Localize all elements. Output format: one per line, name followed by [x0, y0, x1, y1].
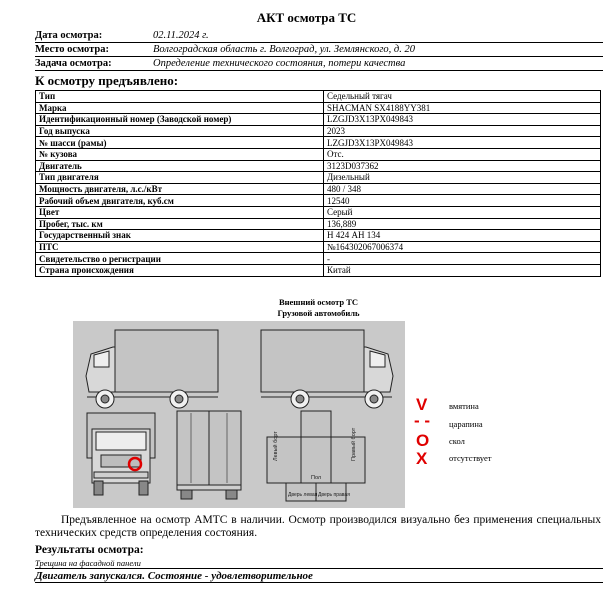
table-row: [36, 125, 601, 137]
results-heading: Результаты осмотра:: [35, 544, 144, 556]
hub-rear-left: [175, 395, 183, 403]
spec-value: 480 / 348: [324, 183, 601, 195]
table-row: [36, 195, 601, 207]
meta-label: Дата осмотра:: [35, 30, 103, 41]
hub-rear-right: [296, 395, 304, 403]
meta-label: Место осмотра:: [35, 44, 110, 55]
document-title: АКТ осмотра ТС: [256, 10, 357, 25]
inspection-note: Предъявленное на осмотр АМТС в наличии. Осмотр производился визуально без применения специальных технических средств определения состояния.: [35, 514, 601, 539]
plan-right-side: [331, 437, 365, 483]
meta-value: Волгоградская область г. Волгоград, ул. Землянского, д. 20: [153, 44, 415, 55]
rear-bumper: [177, 485, 241, 490]
spec-label: ПТС: [36, 241, 324, 253]
legend-scratch-symbol: - -: [414, 411, 431, 430]
meta-row-date: [35, 29, 603, 43]
spec-label: Марка: [36, 102, 324, 114]
spec-label: Рабочий объем двигателя, куб.см: [36, 195, 324, 207]
spec-value: Китай: [324, 264, 601, 276]
meta-row-place: [35, 43, 603, 57]
table-row: [36, 102, 601, 114]
spec-label: Тип: [36, 91, 324, 103]
hub-front-right: [370, 395, 378, 403]
result-line-2: Двигатель запускался. Состояние - удовлетворительное: [35, 570, 603, 583]
spec-value: 12540: [324, 195, 601, 207]
table-row: [36, 172, 601, 184]
spec-value: -: [324, 253, 601, 265]
legend-missing-symbol: X: [416, 449, 428, 468]
legend-scratch-label: царапина: [449, 419, 483, 429]
exterior-title: Внешний осмотр ТС: [278, 297, 359, 307]
front-wheel-right: [139, 481, 148, 495]
table-row: [36, 230, 601, 242]
spec-value: LZGJD3X13PX049843: [324, 114, 601, 126]
truck-side-view-left: [86, 330, 218, 408]
meta-value: 02.11.2024 г.: [153, 30, 209, 41]
truck-rear-view: [177, 411, 241, 499]
front-wheel-left: [94, 481, 103, 495]
truck-side-view-right: [261, 330, 393, 408]
table-row: [36, 206, 601, 218]
spec-label: Свидетельство о регистрации: [36, 253, 324, 265]
cargo-box-left: [115, 330, 218, 392]
spec-label: Цвет: [36, 206, 324, 218]
legend-missing-label: отсутствует: [449, 453, 492, 463]
spec-label: Мощность двигателя, л.с./кВт: [36, 183, 324, 195]
plan-label-floor: Пол: [311, 475, 322, 481]
front-bumper: [94, 472, 148, 478]
spec-label: Пробег, тыс. км: [36, 218, 324, 230]
result-line-1: Трещина на фасадной панели: [35, 558, 603, 569]
rear-wheel-left: [181, 490, 192, 499]
meta-row-task: [35, 57, 603, 71]
spec-value: SHACMAN SX4188YY381: [324, 102, 601, 114]
inspection-meta: [35, 29, 603, 71]
spec-heading: К осмотру предъявлено:: [35, 73, 179, 88]
spec-value: 2023: [324, 125, 601, 137]
plan-label-left-door: Дверь левая: [288, 492, 318, 498]
rear-wheel-right: [226, 490, 237, 499]
spec-value: Н 424 АН 134: [324, 230, 601, 242]
spec-value: LZGJD3X13PX049843: [324, 137, 601, 149]
legend-chip-symbol: O: [416, 431, 430, 450]
legend-dent-symbol: V: [416, 395, 428, 414]
spec-value: Серый: [324, 206, 601, 218]
table-row: [36, 148, 601, 160]
spec-label: Тип двигателя: [36, 172, 324, 184]
meta-value: Определение технического состояния, потери качества: [153, 58, 406, 69]
table-row: [36, 137, 601, 149]
exterior-subtitle: Грузовой автомобиль: [277, 308, 360, 318]
cargo-box-plan: [267, 411, 365, 501]
table-row: [36, 241, 601, 253]
table-row: [36, 160, 601, 172]
truck-drawings: [73, 321, 405, 508]
spec-label: Идентификационный номер (Заводской номер): [36, 114, 324, 126]
table-row: [36, 183, 601, 195]
windshield: [96, 432, 146, 450]
spec-value: 3123D037362: [324, 160, 601, 172]
vehicle-spec-table: [35, 90, 601, 277]
spec-label: Двигатель: [36, 160, 324, 172]
spec-label: Страна происхождения: [36, 264, 324, 276]
plan-label-right-door: Дверь правая: [318, 492, 350, 498]
spec-value: Дизельный: [324, 172, 601, 184]
table-row: [36, 218, 601, 230]
plan-label-left-side: Левый борт: [273, 431, 279, 461]
table-row: [36, 91, 601, 103]
truck-front-view: [87, 413, 155, 495]
table-row: [36, 114, 601, 126]
table-row: [36, 253, 601, 265]
hub-front-left: [101, 395, 109, 403]
cargo-box-right: [261, 330, 364, 392]
legend-chip-label: скол: [449, 436, 465, 446]
spec-label: № кузова: [36, 148, 324, 160]
spec-value: №164302067006374: [324, 241, 601, 253]
meta-label: Задача осмотра:: [35, 58, 112, 69]
spec-value: Отс.: [324, 148, 601, 160]
spec-value: Седельный тягач: [324, 91, 601, 103]
spec-label: Год выпуска: [36, 125, 324, 137]
spec-label: Государственный знак: [36, 230, 324, 242]
legend-dent-label: вмятина: [449, 401, 479, 411]
spec-value: 136,889: [324, 218, 601, 230]
truck-diagram: [73, 321, 405, 508]
plan-top: [301, 411, 331, 437]
spec-label: № шасси (рамы): [36, 137, 324, 149]
table-row: [36, 264, 601, 276]
plan-label-right-side: Правый борт: [351, 427, 357, 461]
